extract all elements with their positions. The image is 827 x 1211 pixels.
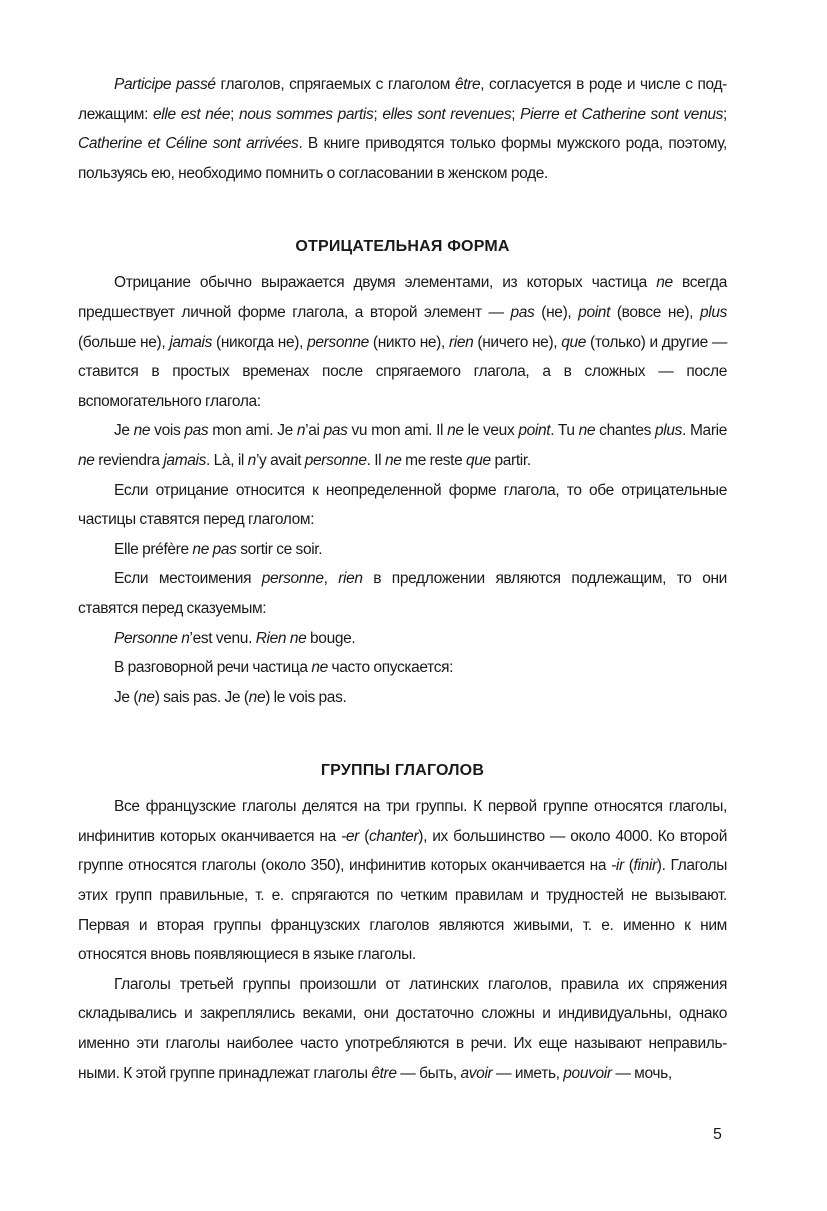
italic-text: pas — [510, 303, 535, 321]
page-content — [78, 70, 727, 1088]
text-run: ; — [230, 105, 240, 123]
italic-text: Rien ne — [255, 629, 307, 647]
example-paragraph — [78, 416, 727, 475]
italic-text: pas — [184, 422, 209, 440]
paragraph — [78, 564, 727, 623]
italic-text: personne — [261, 570, 324, 588]
italic-text: Pierre et Catherine sont venus — [520, 105, 724, 123]
text-run: — быть, — [396, 1064, 461, 1082]
italic-text: être — [454, 76, 481, 93]
italic-text: Catherine et Céline sont arrivées — [78, 135, 299, 153]
text-run: le veux — [463, 422, 519, 440]
text-run: partir. — [490, 451, 531, 469]
text-run: ; — [373, 105, 383, 123]
italic-text: nous sommes partis — [239, 105, 374, 123]
text-run: , — [323, 570, 339, 588]
text-run: (никогда не), — [212, 333, 308, 351]
text-run: — мочь, — [611, 1064, 672, 1082]
italic-text: n — [296, 422, 306, 440]
text-run: . Là, il — [206, 451, 248, 469]
italic-text: ne — [248, 688, 266, 706]
italic-text: plus — [699, 303, 727, 321]
text-run: Отрицание обычно выражается двумя элементами, из которых частица — [114, 274, 657, 292]
italic-text: ne — [447, 422, 464, 440]
text-run: . Tu — [550, 422, 579, 440]
italic-text: être — [371, 1064, 397, 1082]
italic-text: ne pas — [192, 540, 237, 558]
italic-text: jamais — [169, 333, 213, 351]
italic-text: que — [466, 451, 491, 469]
italic-text: Participe passé — [114, 76, 216, 93]
text-run: (не), — [534, 303, 579, 321]
paragraph — [78, 792, 727, 970]
italic-text: point — [578, 303, 611, 321]
text-run: Если местоимения — [114, 570, 262, 588]
text-run: bouge. — [306, 629, 356, 647]
italic-text: ne — [138, 688, 155, 706]
italic-text: ne — [656, 274, 673, 292]
italic-text: personne — [304, 451, 367, 469]
text-run: ’ai — [305, 422, 324, 440]
text-run: Если отрицание относится к неопределенной форме глагола, то обе отрицательные частицы ставятся перед глаголом: — [78, 481, 727, 529]
text-run: Je — [114, 422, 134, 440]
italic-text: que — [561, 333, 587, 351]
text-run: vois — [150, 422, 185, 440]
italic-text: chanter — [369, 827, 419, 845]
paragraph — [78, 970, 727, 1088]
italic-text: -ir — [611, 857, 624, 875]
text-run: ( — [359, 827, 370, 845]
text-run: (ничего не), — [473, 333, 562, 351]
text-run: в предложении являются подлежащим, то они ставятся перед сказуемым: — [78, 570, 727, 617]
text-run: (никто не), — [368, 333, 449, 351]
text-run: ; — [511, 105, 521, 123]
text-run: me reste — [401, 451, 466, 469]
text-run: Глаголы третьей группы произошли от латинских глаголов, правила их спряжения складывались и закреплялись веками, они достаточно сложны и индивидуальны, однако именно эти глаголы наиболее часто употребляются в речи. Их еще называют неправиль-ными. К этой группе принадлежат глаголы — [78, 975, 727, 1082]
text-run: всегда предшествует личной форме глагола, а второй элемент — — [78, 274, 727, 321]
text-run: ’y avait — [255, 451, 305, 469]
text-run: . Il — [366, 451, 385, 469]
italic-text: ne — [578, 422, 596, 440]
italic-text: ne — [133, 422, 151, 440]
text-run: , согласуется в роде и числе с под-лежащим: — [78, 76, 727, 123]
text-run: глаголов, спрягаемых с глаголом — [215, 76, 455, 93]
page-number: 5 — [713, 1126, 722, 1143]
intro-paragraph — [78, 70, 727, 188]
example-paragraph — [78, 683, 727, 713]
text-run: ; — [723, 105, 727, 123]
italic-text: ne — [384, 451, 402, 469]
text-run: (только) и другие — ставится в простых временах после спрягаемого глагола, а в сложных — после вспомогательного глагола: — [78, 333, 728, 410]
text-run: . В книге приводятся только формы мужского рода, поэтому, пользуясь ею, необходимо помнить о согласовании в женском роде. — [78, 135, 727, 182]
italic-text: pouvoir — [563, 1064, 612, 1082]
section-heading-negative-form: ОТРИЦАТЕЛЬНАЯ ФОРМА — [295, 238, 510, 256]
section-heading-verb-groups: ГРУППЫ ГЛАГОЛОВ — [320, 762, 485, 780]
text-run: chantes — [595, 422, 655, 440]
italic-text: -er — [341, 827, 359, 845]
text-run: ’est venu. — [189, 629, 256, 647]
paragraph — [78, 268, 727, 416]
italic-text: Personne n — [114, 629, 190, 647]
text-run: sortir ce soir. — [236, 540, 323, 558]
italic-text: rien — [448, 333, 474, 351]
text-run: (вовсе не), — [610, 303, 700, 321]
italic-text: avoir — [460, 1064, 493, 1082]
text-run: Elle préfère — [114, 540, 193, 558]
text-run: ( — [623, 857, 634, 875]
text-run: часто опускается: — [327, 659, 454, 677]
italic-text: n — [247, 451, 256, 469]
text-run: Je ( — [114, 688, 139, 706]
italic-text: elle est née — [153, 105, 231, 123]
text-run: Все французские глаголы делятся на три группы. К первой группе относятся глаголы, инфинитив которых оканчивается на — [78, 798, 727, 845]
italic-text: plus — [655, 422, 683, 440]
italic-text: personne — [307, 333, 369, 351]
text-run: vu mon ami. Il — [347, 422, 448, 440]
italic-text: ne — [311, 659, 328, 677]
italic-text: ne — [78, 451, 95, 469]
italic-text: elles sont revenues — [382, 105, 512, 123]
text-run: . Marie — [682, 422, 727, 440]
italic-text: jamais — [163, 451, 207, 469]
italic-text: point — [518, 422, 551, 440]
text-run: ), их большинство — около 4000. Ко второй группе относятся глаголы (около 350), инфинитив которых оканчивается на — [78, 827, 728, 875]
text-run: mon ami. Je — [208, 422, 297, 440]
italic-text: pas — [323, 422, 348, 440]
text-run: В разговорной речи частица — [114, 659, 312, 677]
example-paragraph — [78, 535, 727, 565]
paragraph — [78, 476, 727, 535]
paragraph — [78, 653, 727, 683]
text-run: — иметь, — [492, 1064, 564, 1082]
example-paragraph — [78, 624, 727, 654]
text-run: ) le vois pas. — [265, 688, 347, 706]
text-run: ). Глаголы этих групп правильные, т. е. спрягаются по четким правилам и трудностей не вызывают. Первая и вторая группы французских глаголов являются живыми, т. е. именно к ним относятся вновь появляющиеся в языке глаголы. — [78, 857, 727, 964]
text-run: reviendra — [94, 451, 164, 469]
italic-text: finir — [633, 857, 657, 875]
text-run: ) sais pas. Je ( — [154, 688, 249, 706]
text-run: (больше не), — [78, 333, 170, 351]
italic-text: rien — [338, 570, 363, 588]
